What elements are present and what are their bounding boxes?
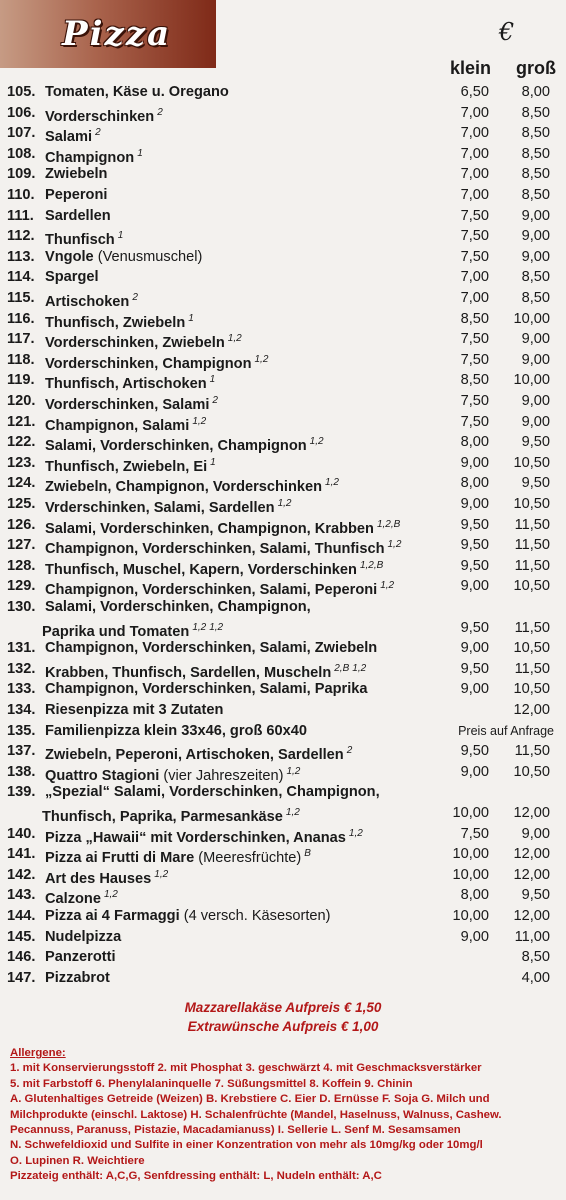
price-large: 9,00 <box>521 331 550 348</box>
allergen-line: Milchprodukte (einschl. Laktose) H. Schalenfrüchte (Mandel, Haselnuss, Walnuss, Cashew. <box>10 1108 502 1121</box>
item-name: Vorderschinken, Zwiebeln $^{1,2}$ <box>45 333 242 352</box>
item-number: 108. <box>7 145 36 162</box>
allergen-line: O. Lupinen R. Weichtiere <box>10 1154 145 1167</box>
item-name: Vngole (Venusmuschel) <box>45 248 203 265</box>
price-large: 4,00 <box>521 969 550 986</box>
allergen-codes: 1,2 <box>325 477 339 489</box>
price-large: 11,50 <box>514 660 550 677</box>
allergen-codes: 2 <box>95 127 101 139</box>
item-number: 109. <box>7 166 36 183</box>
allergen-codes: 1 <box>188 312 194 324</box>
price-large: 8,50 <box>521 145 550 162</box>
price-small: 7,00 <box>460 290 489 306</box>
item-name: Sardellen <box>45 207 111 224</box>
price-large: 10,50 <box>513 681 550 698</box>
price-small: 7,00 <box>460 166 489 183</box>
allergen-codes: 1,2 <box>277 498 292 509</box>
item-number: 142. <box>7 866 36 883</box>
item-number: 112. <box>7 228 35 245</box>
item-name: Pizza ai 4 Farmaggi (4 versch. Käsesorten) <box>45 908 331 924</box>
item-name: Thunfisch, Artischoken $^1$ <box>45 374 216 393</box>
item-number: 105. <box>7 84 36 100</box>
menu-item-row <box>0 947 566 967</box>
item-name: Peperoni <box>45 187 108 203</box>
price-large: 12,00 <box>513 846 550 863</box>
item-name: Thunfisch, Muschel, Kapern, Vorderschinken $^{1,2,B}$ <box>45 559 384 578</box>
menu-item-row <box>0 473 566 496</box>
item-name: Nudelpizza <box>45 928 122 945</box>
allergen-codes: 1,2 <box>154 868 169 880</box>
item-name: Champignon, Vorderschinken, Salami, Peperoni $^{1,2}$ <box>45 580 395 599</box>
item-number: 116. <box>7 310 35 327</box>
allergen-line: 1. mit Konservierungsstoff 2. mit Phosphat 3. geschwärzt 4. mit Geschmacksverstärker <box>10 1062 482 1075</box>
menu-item-row-continued <box>0 618 566 638</box>
allergen-codes: 1,2,B <box>359 559 384 571</box>
price-large: 9,50 <box>521 434 550 451</box>
menu-item-row <box>0 906 566 926</box>
price-large: 10,50 <box>513 496 550 512</box>
price-small: 9,00 <box>460 454 489 471</box>
item-number: 124. <box>7 475 36 492</box>
price-large: 8,50 <box>521 187 550 203</box>
item-number: 131. <box>7 640 36 657</box>
price-large: 10,50 <box>513 763 550 780</box>
price-small: 7,50 <box>460 248 489 265</box>
price-small: 9,00 <box>460 496 489 512</box>
allergen-codes: 2 <box>132 292 138 303</box>
allergen-codes: 1,2 <box>192 621 207 633</box>
menu-item-row <box>0 679 566 699</box>
price-large: 11,50 <box>514 537 550 554</box>
item-number: 146. <box>7 949 36 966</box>
column-header-small: klein <box>450 58 492 78</box>
price-small: 9,50 <box>460 537 489 554</box>
item-name-continued: Paprika und Tomaten $^{1,2}$ $^{1,2}$ <box>42 621 224 640</box>
item-name: Vrderschinken, Salami, Sardellen $^{1,2}$ <box>45 498 292 516</box>
item-name: Zwiebeln, Champignon, Vorderschinken $^{1,2}$ <box>45 477 339 496</box>
allergen-codes: 1,2 <box>192 415 207 427</box>
item-name: Champignon, Salami $^{1,2}$ <box>45 415 207 434</box>
price-large: 10,00 <box>513 372 550 389</box>
price-small: 9,50 <box>460 619 489 636</box>
price-large: 11,50 <box>514 619 550 636</box>
menu-item-row <box>0 329 566 352</box>
price-large: 10,50 <box>513 640 550 657</box>
item-name: Salami, Vorderschinken, Champignon, Krabben $^{1,2,B}$ <box>45 518 401 537</box>
menu-item-row <box>0 164 566 184</box>
price-large: 8,50 <box>521 290 550 306</box>
price-small: 7,50 <box>460 331 489 348</box>
menu-item-row <box>0 144 566 164</box>
price-on-request: Preis auf Anfrage <box>458 723 554 738</box>
allergen-line: A. Glutenhaltiges Getreide (Weizen) B. Krebstiere C. Eier D. Ernüsse F. Soja G. Milch und <box>10 1093 490 1106</box>
item-name: Vorderschinken $^2$ <box>45 106 163 125</box>
item-number: 140. <box>7 825 36 842</box>
price-small: 8,50 <box>460 372 489 389</box>
price-large: 8,50 <box>521 125 550 142</box>
item-number: 113. <box>7 248 35 265</box>
menu-item-row <box>0 432 566 455</box>
price-large: 10,50 <box>513 578 550 595</box>
price-small: 10,00 <box>452 908 489 924</box>
item-name: Pizza ai Frutti di Mare (Meeresfrüchte) $^B$ <box>45 848 311 867</box>
item-note: (Venusmuschel) <box>97 248 203 265</box>
item-number: 132. <box>7 660 36 677</box>
menu-item-row <box>0 741 566 764</box>
price-small: 8,00 <box>460 475 489 492</box>
price-large: 12,00 <box>513 908 550 924</box>
item-name: Salami, Vorderschinken, Champignon, <box>45 599 311 615</box>
item-name: Thunfisch, Zwiebeln $^1$ <box>45 312 194 331</box>
item-number: 122. <box>7 434 36 451</box>
price-large: 8,50 <box>521 269 550 286</box>
price-small: 7,00 <box>460 145 489 162</box>
item-number: 129. <box>7 578 36 595</box>
item-number: 106. <box>7 104 36 121</box>
item-number: 115. <box>7 290 35 306</box>
price-small: 9,50 <box>460 516 489 533</box>
price-small: 7,00 <box>460 187 489 203</box>
price-large: 9,00 <box>521 351 550 368</box>
currency-symbol: € <box>499 18 515 46</box>
item-number: 141. <box>7 846 36 863</box>
menu-item-row <box>0 412 566 432</box>
item-name: Zwiebeln <box>45 166 108 183</box>
item-number: 134. <box>7 702 36 718</box>
price-large: 12,00 <box>513 702 550 718</box>
column-header-large: groß <box>516 58 556 78</box>
menu-item-row <box>0 391 566 411</box>
menu-item-row <box>0 576 566 599</box>
item-name-continued: Thunfisch, Paprika, Parmesankäse $^{1,2}$ <box>42 807 300 825</box>
item-name: Champignon, Vorderschinken, Salami, Zwiebeln <box>45 640 378 657</box>
item-number: 139. <box>7 784 36 801</box>
price-large: 10,00 <box>513 310 550 327</box>
price-large: 8,50 <box>521 166 550 183</box>
menu-item-row <box>0 350 566 370</box>
item-name: Champignon, Vorderschinken, Salami, Thunfisch $^{1,2}$ <box>45 539 402 558</box>
price-small: 10,00 <box>452 866 489 883</box>
item-name: Quattro Stagioni (vier Jahreszeiten) $^{1,2}$ <box>45 765 301 784</box>
menu-item-row <box>0 885 566 908</box>
price-small: 7,50 <box>460 825 489 842</box>
item-number: 117. <box>7 331 35 348</box>
price-large: 11,00 <box>514 928 550 945</box>
menu-item-row-continued <box>0 803 566 823</box>
item-number: 135. <box>7 722 36 739</box>
item-name: Artischoken $^2$ <box>45 292 138 310</box>
menu-item-row <box>0 226 566 249</box>
allergen-codes: 1,2 <box>348 827 363 839</box>
menu-item-row <box>0 556 566 576</box>
allergen-codes: 1 <box>117 230 124 242</box>
price-large: 12,00 <box>513 866 550 883</box>
item-number: 125. <box>7 496 36 512</box>
price-small: 7,00 <box>460 269 489 286</box>
allergen-codes: 1 <box>209 374 216 386</box>
item-name: Spargel <box>45 269 99 286</box>
allergen-codes: 1,2 <box>254 353 269 365</box>
allergen-codes: 2,B <box>334 662 350 674</box>
price-small: 8,00 <box>460 434 489 451</box>
price-small: 6,50 <box>460 84 489 100</box>
price-small: 7,50 <box>460 228 489 245</box>
allergen-codes: B <box>304 848 311 860</box>
item-number: 121. <box>7 413 36 430</box>
menu-item-row <box>0 659 566 679</box>
item-number: 138. <box>7 763 36 780</box>
price-small: 8,00 <box>460 887 489 904</box>
item-number: 111. <box>7 207 34 224</box>
price-small: 7,50 <box>460 413 489 430</box>
item-note: (Meeresfrüchte) <box>198 850 302 867</box>
allergen-codes: 1,2 <box>309 436 324 448</box>
item-number: 119. <box>7 372 35 389</box>
price-large: 8,50 <box>521 104 550 121</box>
price-small: 9,00 <box>460 578 489 595</box>
price-large: 9,00 <box>521 248 550 265</box>
menu-item-row <box>0 844 566 867</box>
price-large: 9,00 <box>521 825 550 842</box>
item-name: Salami $^2$ <box>45 127 101 146</box>
item-number: 137. <box>7 743 36 760</box>
menu-item-row <box>0 721 566 741</box>
menu-item-row <box>0 267 566 287</box>
item-name: Vorderschinken, Champignon $^{1,2}$ <box>45 353 269 372</box>
item-number: 123. <box>7 454 36 471</box>
item-number: 144. <box>7 908 36 924</box>
menu-item-row <box>0 824 566 844</box>
price-large: 11,50 <box>514 557 550 574</box>
price-small: 7,00 <box>460 125 489 142</box>
item-number: 133. <box>7 681 36 698</box>
item-name: Calzone $^{1,2}$ <box>45 889 118 908</box>
price-large: 9,00 <box>521 228 550 245</box>
allergen-codes-secondary: 1,2 <box>352 662 367 674</box>
price-small: 9,00 <box>460 763 489 780</box>
allergen-codes: 1,2,B <box>376 518 401 530</box>
menu-item-row <box>0 927 566 947</box>
item-name: Thunfisch $^1$ <box>45 230 124 249</box>
allergen-codes-secondary: 1,2 <box>209 621 224 633</box>
allergen-line: Pizzateig enthält: A,C,G, Senfdressing enthält: L, Nudeln enthält: A,C <box>10 1170 382 1183</box>
menu-item-row <box>0 453 566 473</box>
item-name: Panzerotti <box>45 949 116 966</box>
allergen-line: Pecannuss, Paranuss, Pistazie, Macadamianuss) I. Sellerie L. Senf M. Sesamsamen <box>10 1124 461 1136</box>
item-number: 130. <box>7 599 36 615</box>
price-small: 9,00 <box>460 640 489 657</box>
price-small: 9,00 <box>460 928 489 945</box>
price-small: 9,00 <box>460 681 489 698</box>
item-number: 143. <box>7 887 36 904</box>
menu-item-row <box>0 82 566 102</box>
price-large: 9,50 <box>521 475 550 492</box>
price-small: 10,00 <box>452 805 489 821</box>
price-small: 7,00 <box>460 104 489 121</box>
item-name: Tomaten, Käse u. Oregano <box>45 84 229 100</box>
price-small: 9,50 <box>460 557 489 574</box>
price-large: 8,00 <box>521 84 550 100</box>
item-name: Pizza „Hawaii“ mit Vorderschinken, Ananas $^{1,2}$ <box>45 827 363 846</box>
price-large: 9,00 <box>521 413 550 430</box>
menu-item-row <box>0 700 566 720</box>
menu-item-row <box>0 865 566 885</box>
allergen-codes: 2 <box>157 106 163 118</box>
allergen-line: 5. mit Farbstoff 6. Phenylalaninquelle 7. Süßungsmittel 8. Koffein 9. Chinin <box>10 1077 413 1090</box>
item-name: Champignon $^1$ <box>45 147 143 166</box>
price-large: 9,50 <box>521 887 550 904</box>
item-number: 118. <box>7 351 35 368</box>
item-number: 145. <box>7 928 36 945</box>
price-small: 8,50 <box>460 310 489 327</box>
price-small: 10,00 <box>452 846 489 863</box>
item-number: 110. <box>7 187 35 203</box>
price-large: 11,50 <box>514 743 550 760</box>
allergen-codes: 1,2 <box>286 765 301 777</box>
allergen-codes: 2 <box>346 745 353 757</box>
menu-item-row <box>0 370 566 393</box>
item-name: Pizzabrot <box>45 969 110 986</box>
item-number: 147. <box>7 969 36 986</box>
menu-item-row <box>0 597 566 617</box>
menu-item-row <box>0 782 566 802</box>
item-name: Familienpizza klein 33x46, groß 60x40 <box>45 722 307 739</box>
item-name: Zwiebeln, Peperoni, Artischoken, Sardellen $^2$ <box>45 745 353 764</box>
allergen-codes: 1,2 <box>103 889 118 901</box>
menu-item-row <box>0 309 566 329</box>
menu-item-row <box>0 494 566 514</box>
price-large: 9,00 <box>521 393 550 409</box>
price-large: 11,50 <box>514 516 550 533</box>
price-small: 9,50 <box>460 743 489 760</box>
menu-item-row <box>0 515 566 535</box>
item-name: „Spezial“ Salami, Vorderschinken, Champignon, <box>45 784 380 801</box>
allergen-title: Allergene: <box>10 1047 66 1059</box>
item-name: Krabben, Thunfisch, Sardellen, Muscheln $^{2,B}$ $^{1,2}$ <box>45 662 367 681</box>
price-large: 8,50 <box>521 949 550 966</box>
menu-item-row <box>0 968 566 988</box>
menu-item-row <box>0 288 566 308</box>
item-number: 114. <box>7 269 35 286</box>
allergen-codes: 1,2 <box>380 580 395 592</box>
item-note: (vier Jahreszeiten) <box>163 767 284 784</box>
allergen-codes: 2 <box>212 395 218 406</box>
menu-item-row <box>0 123 566 146</box>
allergen-line: N. Schwefeldioxid und Sulfite in einer Konzentration von mehr als 10mg/kg oder 10mg/l <box>10 1139 483 1152</box>
menu-item-row <box>0 206 566 226</box>
extra-charge-line: Extrawünsche Aufpreis € 1,00 <box>187 1019 379 1034</box>
allergen-codes: 1,2 <box>387 539 402 551</box>
item-number: 128. <box>7 557 36 574</box>
menu-item-row <box>0 762 566 782</box>
item-number: 126. <box>7 516 36 533</box>
price-large: 9,00 <box>521 207 550 224</box>
menu-item-row <box>0 638 566 658</box>
price-small: 7,50 <box>460 207 489 224</box>
item-name: Vorderschinken, Salami $^2$ <box>45 395 218 413</box>
menu-item-row <box>0 535 566 558</box>
item-name: Riesenpizza mit 3 Zutaten <box>45 702 224 718</box>
allergen-codes: 1 <box>137 147 143 159</box>
price-large: 12,00 <box>513 805 550 821</box>
item-name: Champignon, Vorderschinken, Salami, Paprika <box>45 681 368 698</box>
allergen-codes: 1,2 <box>227 333 242 345</box>
item-number: 120. <box>7 393 36 409</box>
menu-item-row <box>0 185 566 205</box>
price-large: 10,50 <box>513 454 550 471</box>
item-name: Thunfisch, Zwiebeln, Ei $^1$ <box>45 456 216 475</box>
item-note: (4 versch. Käsesorten) <box>183 908 331 924</box>
menu-item-row <box>0 103 566 123</box>
page-title: Pizza <box>62 14 172 54</box>
item-number: 127. <box>7 537 36 554</box>
extra-charge-line: Mazzarellakäse Aufpreis € 1,50 <box>184 1000 382 1015</box>
allergen-codes: 1 <box>210 456 216 468</box>
menu-item-row <box>0 247 566 267</box>
item-number: 107. <box>7 125 36 142</box>
price-small: 7,50 <box>460 393 489 409</box>
item-name: Salami, Vorderschinken, Champignon $^{1,2}$ <box>45 436 324 455</box>
item-name: Art des Hauses $^{1,2}$ <box>45 868 169 887</box>
price-small: 7,50 <box>460 351 489 368</box>
price-small: 9,50 <box>460 660 489 677</box>
allergen-codes: 1,2 <box>285 807 300 818</box>
